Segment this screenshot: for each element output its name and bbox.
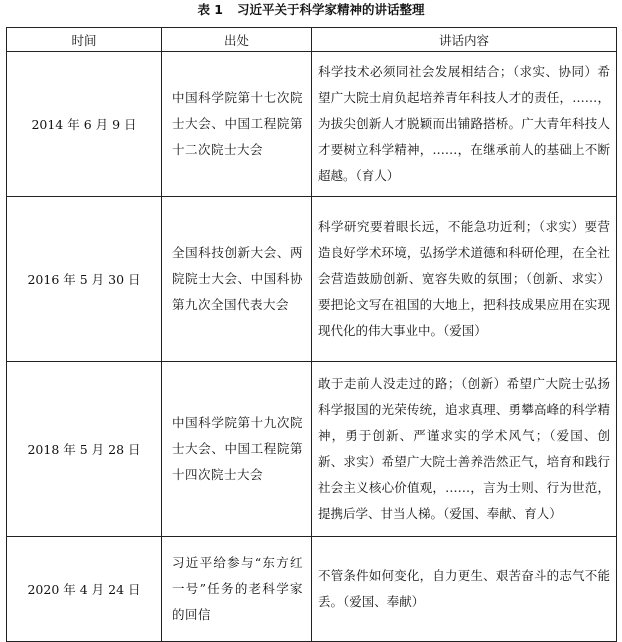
cell-source: 中国科学院第十九次院士大会、中国工程院第十四次院士大会 xyxy=(162,362,312,537)
table-row xyxy=(7,537,617,642)
header-content: 讲话内容 xyxy=(312,28,617,52)
cell-source: 全国科技创新大会、两院院士大会、中国科协第九次全国代表大会 xyxy=(162,197,312,362)
table-number: 表 1 xyxy=(197,2,224,17)
table-caption xyxy=(0,2,622,18)
table-row xyxy=(7,197,617,362)
cell-content: 科学技术必须同社会发展相结合；（求实、协同）希望广大院士肩负起培养青年科技人才的责任，……，为拔尖创新人才脱颖而出铺路搭桥。广大青年科技人才要树立科学精神，……，在继承前人的基础上不断超越。（育人） xyxy=(312,52,617,197)
cell-source: 习近平给参与“东方红一号”任务的老科学家的回信 xyxy=(162,537,312,642)
cell-time: 2020 年 4 月 24 日 xyxy=(7,537,162,642)
cell-content: 敢于走前人没走过的路；（创新）希望广大院士弘扬科学报国的光荣传统，追求真理、勇攀高峰的科学精神，勇于创新、严谨求实的学术风气；（爱国、创新、求实）希望广大院士善养浩然正气，培育和践行社会主义核心价值观，……，言为士则、行为世范，提携后学、甘当人梯。（爱国、奉献、育人） xyxy=(312,362,617,537)
cell-time: 2018 年 5 月 28 日 xyxy=(7,362,162,537)
cell-time: 2016 年 5 月 30 日 xyxy=(7,197,162,362)
header-time: 时间 xyxy=(7,28,162,52)
cell-content: 科学研究要着眼长远，不能急功近利；（求实）要营造良好学术环境，弘扬学术道德和科研伦理，在全社会营造鼓励创新、宽容失败的氛围；（创新、求实）要把论文写在祖国的大地上，把科技成果应用在实现现代化的伟大事业中。（爱国） xyxy=(312,197,617,362)
header-source: 出处 xyxy=(162,28,312,52)
speech-table xyxy=(6,27,617,642)
header-row xyxy=(7,28,617,52)
cell-source: 中国科学院第十七次院士大会、中国工程院第十二次院士大会 xyxy=(162,52,312,197)
table-title: 习近平关于科学家精神的讲话整理 xyxy=(237,2,425,17)
table-row xyxy=(7,52,617,197)
cell-content: 不管条件如何变化，自力更生、艰苦奋斗的志气不能丢。（爱国、奉献） xyxy=(312,537,617,642)
table-row xyxy=(7,362,617,537)
cell-time: 2014 年 6 月 9 日 xyxy=(7,52,162,197)
